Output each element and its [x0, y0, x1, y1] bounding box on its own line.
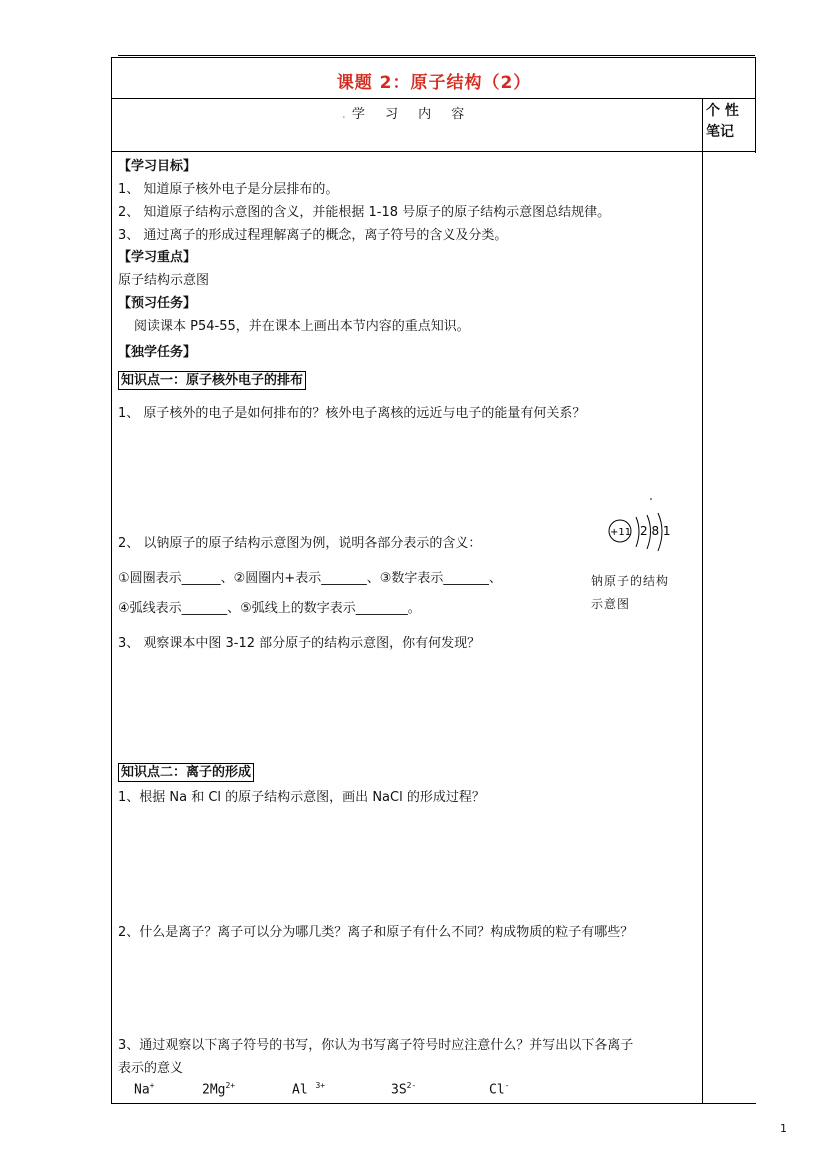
table-border-top [112, 57, 756, 58]
point1-question-3: 3、 观察课本中图 3-12 部分原子的结构示意图，你有何发现？ [118, 636, 481, 651]
ion-symbol-cl: Cl- [489, 1081, 510, 1098]
table-border-bottom [111, 1103, 756, 1104]
electron-shell-arc-1 [636, 517, 639, 547]
notes-column-divider [702, 98, 703, 1104]
nucleus-charge: +11 [610, 527, 632, 538]
page-title: 课题 2：原子结构（2） [336, 73, 532, 93]
goals-heading: 【学习目标】 [118, 159, 197, 174]
diagram-caption-line2: 示意图 [591, 597, 631, 611]
goal-item-1: 1、 知道原子核外电子是分层排布的。 [118, 182, 339, 197]
header-dot: . [341, 107, 346, 122]
top-rule [118, 55, 755, 56]
point1-question-1: 1、 原子核外的电子是如何排布的？核外电子离核的远近与电子的能量有何关系？ [118, 406, 586, 421]
focus-heading: 【学习重点】 [118, 250, 197, 265]
table-border-left [111, 57, 112, 1104]
sodium-atom-diagram [604, 495, 674, 555]
point1-heading: 知识点一：原子核外电子的排布 [118, 371, 306, 390]
content-label: 学 习 内 容 [351, 107, 473, 122]
point2-question-1: 1、根据 Na 和 Cl 的原子结构示意图，画出 NaCl 的形成过程？ [118, 790, 485, 805]
notes-label-line1: 个 性 [706, 103, 739, 119]
page-number: 1 [780, 1122, 787, 1135]
point1-blanks-line1: ①圆圈表示______、②圆圈内+表示_______、③数字表示_______、 [118, 571, 502, 586]
ion-symbol-s: $3S^{2-}$ [391, 1081, 417, 1098]
goal-item-3: 3、 通过离子的形成过程理解离子的概念，离子符号的含义及分类。 [118, 228, 508, 243]
ion-symbol-na: Na+ [134, 1081, 155, 1098]
point1-blanks-line2: ④弧线表示_______、⑤弧线上的数字表示________。 [118, 601, 421, 616]
title-row-divider [112, 98, 756, 99]
goal-item-2: 2、 知道原子结构示意图的含义，并能根据 1-18 号原子的原子结构示意图总结规律。 [118, 205, 611, 220]
ion-symbol-al: Al $^{3+}$ [292, 1081, 326, 1098]
preview-heading: 【预习任务】 [118, 296, 197, 311]
notes-label-line2: 笔记 [706, 124, 734, 140]
header-row-divider [112, 151, 756, 152]
notes-column-header [706, 101, 750, 143]
point2-question-3-line1: 3、通过观察以下离子符号的书写，你认为书写离子符号时应注意什么？并写出以下各离子 [118, 1038, 634, 1053]
point2-heading: 知识点二：离子的形成 [118, 763, 254, 782]
content-column-header [112, 103, 702, 122]
diagram-caption-line1: 钠原子的结构 [591, 574, 670, 588]
point1-question-2: 2、 以钠原子的原子结构示意图为例，说明各部分表示的含义： [118, 536, 482, 551]
focus-text: 原子结构示意图 [118, 273, 210, 288]
self-study-heading: 【独学任务】 [118, 345, 197, 360]
preview-text: 阅读课本 P54-55，并在课本上画出本节内容的重点知识。 [134, 319, 470, 334]
point2-question-2: 2、什么是离子？离子可以分为哪几类？离子和原子有什么不同？构成物质的粒子有哪些？ [118, 925, 634, 940]
point2-question-3-line2: 表示的意义 [118, 1061, 184, 1076]
ion-symbol-mg: $2Mg^{2+}$ [202, 1081, 236, 1098]
electron-counts: 2 8 1 [640, 524, 671, 538]
stray-dot [650, 498, 652, 500]
